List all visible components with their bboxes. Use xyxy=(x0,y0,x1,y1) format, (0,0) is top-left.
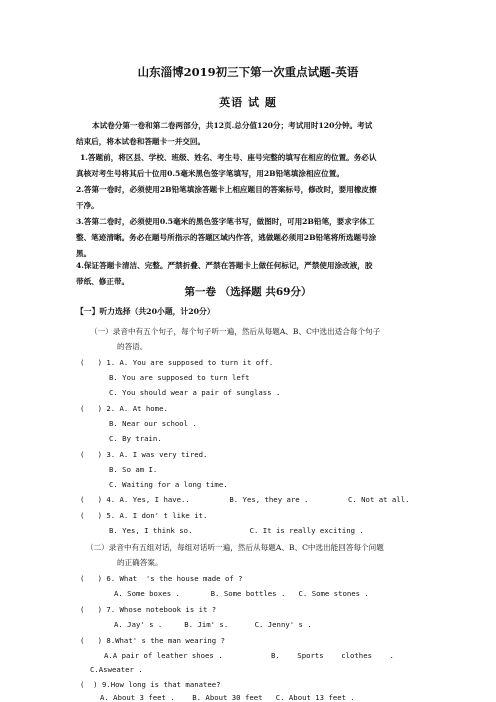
page-title: 山东淄博2019初三下第一次重点试题-英语 xyxy=(137,65,359,79)
note-line: 本试卷分第一卷和第二卷两部分，共12页.总分值120分；考试用时120分钟。考试 xyxy=(92,121,373,130)
instruction-text: （二）录音中有五组对话，每组对话听一遍，然后从每题A、B、C中选出能回答每个问题 xyxy=(86,543,384,552)
instruction-text: （一）录音中有五个句子，每个句子听一遍，然后从每题A、B、C中选出适合每个句子 xyxy=(90,327,381,336)
answer-option: A. Jay' s . B. Jim' s. C. Jenny' s . xyxy=(114,620,312,629)
question-item: ( ) 7. Whose notebook is it ? xyxy=(80,605,217,614)
answer-option: A. About 3 feet . B. About 30 feet C. About 13 feet . xyxy=(100,693,355,702)
answer-option: A. Some boxes . B. Some bottles . C. Some stones . xyxy=(114,589,369,598)
question-item: ( ) 6. What 's the house made of ? xyxy=(80,574,243,583)
note-line: 整、笔迹清晰。务必在题号所指示的答题区域内作答，逃做题必须用2B铅笔将所选题号涂 xyxy=(76,233,377,242)
answer-option: B. So am I. xyxy=(109,465,158,474)
answer-option: C.Asweater . xyxy=(90,665,143,674)
answer-option: B. Yes, I think so. C. It is really exciting . xyxy=(109,526,364,535)
subtitle: 英语 试 题 xyxy=(219,96,277,109)
question-item: ( ) 8.What' s the man wearing ? xyxy=(80,636,225,645)
instruction-text: 的答语。 xyxy=(117,342,148,351)
question-item: ( ) 5. A. I don' t like it. xyxy=(80,511,208,520)
note-line: 结束后，将本试卷和答题卡一并交回。 xyxy=(76,137,206,146)
part-title: 【一】听力选择（共20小题，计20分） xyxy=(76,307,215,316)
question-item: ( ) 2. A. At home. xyxy=(80,404,168,413)
answer-option: C. You should wear a pair of sunglass . xyxy=(109,388,281,397)
answer-option: C. Waiting for a long time. xyxy=(109,480,228,489)
answer-option: B. You are supposed to turn left xyxy=(109,373,250,382)
note-line: 黑。 xyxy=(76,249,92,258)
answer-option: B. Near our school . xyxy=(109,419,197,428)
note-line: 2.答第一卷时，必须使用2B铅笔填涂答题卡上相应题目的答案标号，修改时，要用橡皮擦 xyxy=(76,185,377,194)
question-item: ( ) 3. A. I was very tired. xyxy=(80,450,208,459)
note-line: 4.保证答题卡清洁、完整。严禁折叠、严禁在答题卡上做任何标记，严禁使用涂改液，胶 xyxy=(76,261,373,270)
note-line: 带纸、修正带。 xyxy=(76,277,130,286)
note-line: 真核对考生号将其后十位用0.5毫米黑色签字笔填写，用2B铅笔填涂相应位置。 xyxy=(76,169,344,178)
note-line: 1.答题前，将区县、学校、班级、姓名、考生号、座号完整的填写在相应的位置。务必认 xyxy=(80,153,377,162)
question-item: ( ) 1. A. You are supposed to turn it off. xyxy=(80,358,274,367)
question-item: ( ) 4. A. Yes, I have.. B. Yes, they are . C. Not at all. xyxy=(80,495,410,504)
note-line: 干净。 xyxy=(76,201,99,210)
note-line: 3.答第二卷时，必须使用0.5毫米的黑色签字笔书写，做图时，可用2B铅笔，要求字体工 xyxy=(76,217,375,226)
answer-option: A.A pair of leather shoes . B. Sports clothes . xyxy=(104,651,394,660)
section-heading: 第一卷 （选择题 共69分） xyxy=(184,286,312,298)
answer-option: C. By train. xyxy=(109,434,162,443)
question-item: ( ) 9.How long is that manatee? xyxy=(80,680,221,689)
instruction-text: 的正确答案。 xyxy=(117,558,163,567)
